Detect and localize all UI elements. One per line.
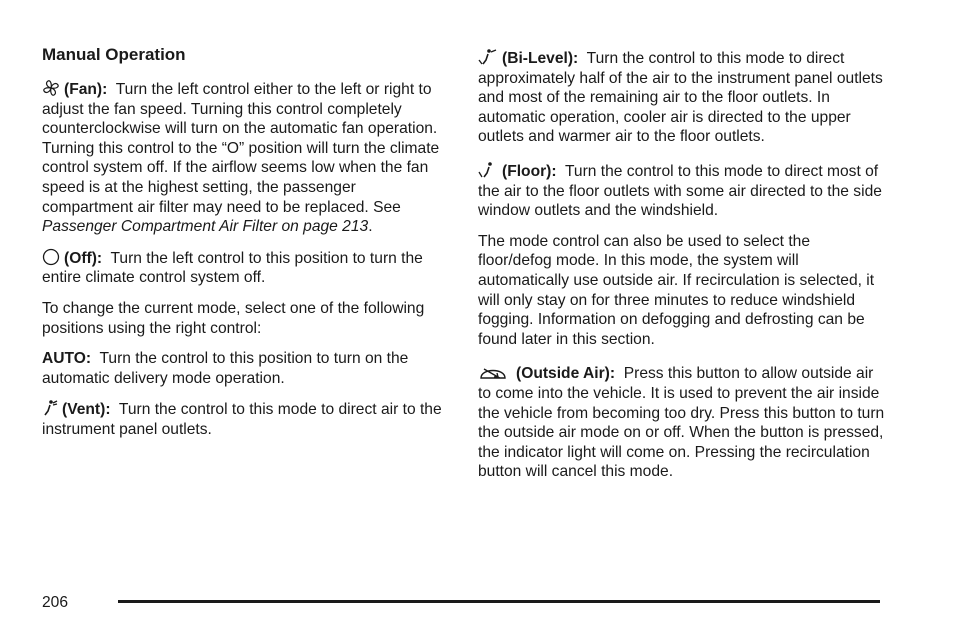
section-heading: Manual Operation [42,45,186,64]
fan-icon [42,79,60,97]
vent-term: (Vent): [62,401,111,419]
bilevel-mode-icon [478,48,498,66]
auto-term: AUTO: [42,350,92,368]
fan-tail: . [368,218,373,236]
right-column [478,48,888,493]
floor-term: (Floor): [502,162,557,180]
mode-intro: To change the current mode, select one of the following positions using the right control: [42,299,425,337]
outside-air-paragraph [478,363,888,482]
fan-term: (Fan): [64,81,108,98]
off-paragraph [42,248,446,288]
auto-paragraph [42,349,446,388]
outside-air-term: (Outside Air): [516,365,616,383]
off-circle-icon [42,248,60,266]
page-number: 206 [42,594,69,611]
vent-mode-icon [42,399,58,417]
floor-text: Turn the control to this mode to direct most of the air to the floor outlets with some air directed to the side window outlets and the windshield. [478,162,882,220]
fan-text: Turn the left control either to the left or right to adjust the fan speed. Turning this control completely counterclockwise will turn on the automatic fan operation. Turning this control to the “O” position will turn the climate control system off. If the airflow seems low when the fan speed is at the highest setting, the passenger compartment air filter may need to be replaced. See [42,81,440,216]
floor-mode-icon [478,161,498,179]
outside-air-text: Press this button to allow outside air to come into the vehicle. It is used to prevent the air inside the vehicle from becoming too dry. Press this button to turn the outside air mode on or off. When the button is pressed, the indicator light will come on. Pressing the recirculation button will cancel this mode. [478,365,885,481]
fan-paragraph [42,79,446,237]
outside-air-icon [478,363,508,381]
bilevel-text: Turn the control to this mode to direct approximately half of the air to the instrument panel outlets and most of the remaining air to the floor outlets. In automatic operation, cooler air is directed to the upper outlets and warmer air to the floor outlets. [478,50,883,146]
floor-paragraph [478,161,888,221]
bilevel-paragraph [478,48,888,147]
off-text: Turn the left control to this position to turn the entire climate control system off. [42,249,423,287]
floor-defog-paragraph: The mode control can also be used to select the floor/defog mode. In this mode, the system will automatically use outside air. If recirculation is selected, it will only stay on for three minutes to reduce windshield fogging. Information on defogging and defrosting can be found later in this section. [478,232,875,348]
vent-text: Turn the control to this mode to direct air to the instrument panel outlets. [42,401,442,438]
footer-rule [118,600,880,603]
left-column [42,44,446,451]
bilevel-term: (Bi-Level): [502,50,579,67]
auto-text: Turn the control to this position to turn on the automatic delivery mode operation. [42,350,409,387]
off-term: (Off): [64,249,103,267]
vent-paragraph [42,399,446,439]
filter-reference-link: Passenger Compartment Air Filter on page 213 [42,218,369,236]
